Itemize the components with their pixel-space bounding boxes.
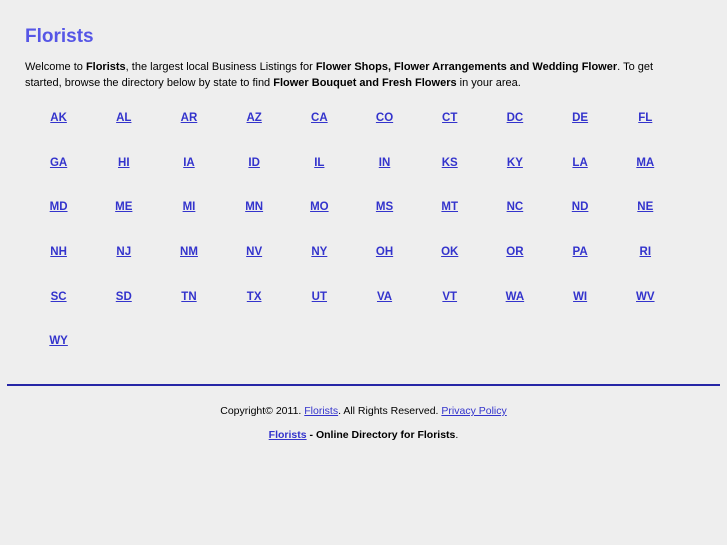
state-link-tn[interactable]: TN [181, 290, 197, 303]
state-link-de[interactable]: DE [572, 112, 589, 125]
state-cell [352, 141, 417, 186]
state-cell [548, 185, 613, 230]
state-cell [548, 230, 613, 275]
state-link-wy[interactable]: WY [49, 335, 68, 348]
state-link-ky[interactable]: KY [506, 156, 523, 169]
copyright-florists-link[interactable]: Florists [304, 405, 339, 417]
state-link-mn[interactable]: MN [245, 201, 264, 214]
state-link-ma[interactable]: MA [636, 156, 655, 169]
state-cell [287, 274, 352, 319]
state-cell [613, 230, 678, 275]
state-link-in[interactable]: IN [378, 156, 391, 169]
state-cell [352, 96, 417, 141]
state-cell [417, 274, 482, 319]
state-cell [417, 96, 482, 141]
intro-paragraph [25, 59, 665, 91]
rights-text: . All Rights Reserved. [338, 405, 442, 417]
tagline-text: - Online Directory for Florists [306, 429, 456, 441]
footer-divider [7, 384, 720, 386]
state-cell [482, 230, 547, 275]
state-link-dc[interactable]: DC [506, 112, 524, 125]
state-cell [156, 141, 221, 186]
intro-bold-categories: Flower Shops, Flower Arrangements and Wedding Flower [315, 61, 618, 73]
intro-text-4: in your area. [456, 77, 521, 89]
state-link-ks[interactable]: KS [441, 156, 458, 169]
state-link-az[interactable]: AZ [246, 112, 262, 125]
state-link-sd[interactable]: SD [115, 290, 132, 303]
intro-text-2: , the largest local Business Listings for [125, 61, 316, 73]
state-cell [222, 141, 287, 186]
state-link-nh[interactable]: NH [50, 246, 67, 259]
state-cell [91, 96, 156, 141]
state-cell [482, 185, 547, 230]
tagline-period: . [455, 429, 459, 441]
state-link-pa[interactable]: PA [572, 246, 588, 259]
intro-bold-site-name: Florists [85, 61, 126, 73]
state-link-wa[interactable]: WA [505, 290, 525, 303]
state-link-nc[interactable]: NC [506, 201, 524, 214]
state-link-nj[interactable]: NJ [116, 246, 132, 259]
state-cell [352, 230, 417, 275]
state-link-ca[interactable]: CA [311, 112, 328, 125]
state-link-al[interactable]: AL [116, 112, 132, 125]
state-link-nv[interactable]: NV [246, 246, 263, 259]
state-cell [26, 141, 91, 186]
intro-text-1: Welcome to [25, 61, 86, 73]
state-cell [287, 141, 352, 186]
state-link-ms[interactable]: MS [375, 201, 394, 214]
state-cell [548, 274, 613, 319]
state-cell [91, 141, 156, 186]
intro-text-3: . To get started, browse the directory below by state to find [25, 61, 654, 89]
state-link-ia[interactable]: IA [183, 156, 195, 169]
state-directory-grid [26, 96, 678, 364]
state-cell [222, 96, 287, 141]
state-cell [26, 319, 91, 364]
state-cell [613, 185, 678, 230]
state-link-tx[interactable]: TX [246, 290, 262, 303]
state-link-ne[interactable]: NE [637, 201, 654, 214]
state-cell [548, 141, 613, 186]
state-link-md[interactable]: MD [49, 201, 68, 214]
footer-tagline [0, 428, 727, 442]
state-link-la[interactable]: LA [572, 156, 588, 169]
state-link-ct[interactable]: CT [442, 112, 458, 125]
state-link-mo[interactable]: MO [310, 201, 329, 214]
state-cell [352, 274, 417, 319]
state-cell [222, 274, 287, 319]
state-cell [156, 230, 221, 275]
state-link-wi[interactable]: WI [573, 290, 588, 303]
state-link-oh[interactable]: OH [375, 246, 394, 259]
state-cell [26, 274, 91, 319]
state-link-ri[interactable]: RI [639, 246, 652, 259]
state-cell [26, 96, 91, 141]
state-link-mi[interactable]: MI [182, 201, 196, 214]
state-cell [613, 274, 678, 319]
state-cell [548, 96, 613, 141]
state-cell [156, 185, 221, 230]
state-link-va[interactable]: VA [376, 290, 393, 303]
state-link-id[interactable]: ID [248, 156, 260, 169]
state-cell [287, 185, 352, 230]
state-link-nd[interactable]: ND [571, 201, 589, 214]
tagline-florists-link[interactable]: Florists [268, 429, 307, 441]
privacy-policy-link[interactable]: Privacy Policy [441, 405, 507, 417]
state-link-hi[interactable]: HI [118, 156, 130, 169]
state-cell [352, 185, 417, 230]
state-cell [91, 230, 156, 275]
state-link-or[interactable]: OR [506, 246, 524, 259]
state-cell [156, 274, 221, 319]
state-cell [417, 185, 482, 230]
state-link-fl[interactable]: FL [638, 112, 653, 125]
state-link-ar[interactable]: AR [180, 112, 198, 125]
state-cell [222, 185, 287, 230]
state-link-wv[interactable]: WV [636, 290, 655, 303]
state-link-ny[interactable]: NY [311, 246, 328, 259]
state-link-sc[interactable]: SC [50, 290, 67, 303]
state-link-nm[interactable]: NM [180, 246, 198, 259]
state-cell [613, 141, 678, 186]
state-link-me[interactable]: ME [115, 201, 133, 214]
page-title: Florists [25, 26, 94, 47]
state-cell [26, 230, 91, 275]
state-cell [482, 141, 547, 186]
state-cell [91, 274, 156, 319]
state-cell [482, 96, 547, 141]
state-cell [26, 185, 91, 230]
state-link-mt[interactable]: MT [441, 201, 459, 214]
state-cell [287, 96, 352, 141]
state-link-il[interactable]: IL [314, 156, 325, 169]
state-cell [613, 96, 678, 141]
state-cell [91, 185, 156, 230]
state-cell [156, 96, 221, 141]
state-link-vt[interactable]: VT [442, 290, 458, 303]
state-link-ak[interactable]: AK [50, 112, 67, 125]
state-link-ok[interactable]: OK [441, 246, 459, 259]
intro-bold-products: Flower Bouquet and Fresh Flowers [273, 77, 457, 89]
state-link-ut[interactable]: UT [311, 290, 328, 303]
copyright-text: Copyright© 2011. [220, 405, 305, 417]
state-cell [482, 274, 547, 319]
state-cell [417, 230, 482, 275]
state-cell [287, 230, 352, 275]
copyright-line [0, 404, 727, 418]
state-link-co[interactable]: CO [375, 112, 394, 125]
state-cell [417, 141, 482, 186]
state-cell [222, 230, 287, 275]
state-link-ga[interactable]: GA [49, 156, 68, 169]
